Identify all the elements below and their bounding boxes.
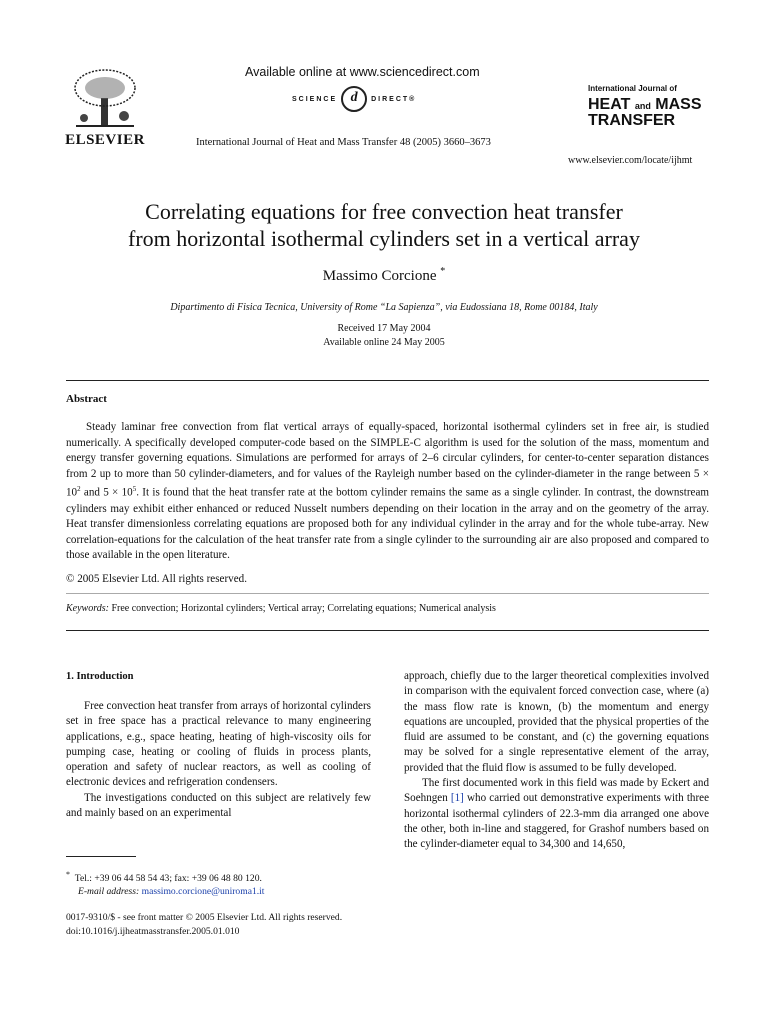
section-heading-introduction: 1. Introduction [66,671,134,682]
footnote-mark: * [66,870,70,879]
page-footer [66,911,342,939]
elsevier-logo [62,68,148,150]
journal-logo-transfer: TRANSFER [588,112,676,129]
title-line-2: from horizontal isothermal cylinders set in a vertical array [128,226,640,251]
footnote-email-line [66,885,264,898]
journal-logo-heat: HEAT [588,96,631,113]
journal-citation: International Journal of Heat and Mass Transfer 48 (2005) 3660–3673 [196,137,491,148]
left-paragraph-1: Free convection heat transfer from arrays of horizontal cylinders set in free space has a practical relevance to many engineering applications, e.g., space heating, heating of high-viscosity oils for pumping case, heating or cooling of fluids in process plants, operation and safety of nuclear reactors, as well as cooling of electronic devices and refrigeration condensers. [66,700,371,789]
abstract-text-c: . It is found that the heat transfer rate at the bottom cylinder remains the same as a single cylinder. In contrast, the downstream cylinders may exhibit either enhanced or reduced Nusselt numbers depending on their location in the array and on the geometry of the array. Heat transfer dimensionless correlating equations are proposed both for any individual cylinder in the array and for the whole tube-array. New correlation-equations for the calculation of the heat transfer rate from a single cylinder to the surrounding air are also proposed and compared to those available in the open literature. [66,487,709,562]
footnote-rule [66,856,136,857]
right-text-a: The first documented work in this field was made by Eckert and Soehngen [404,777,709,805]
journal-url-link[interactable]: www.elsevier.com/locate/ijhmt [568,155,693,166]
left-column [66,699,371,821]
available-online-text: Available online at www.sciencedirect.com [245,65,480,79]
author-email-link[interactable]: massimo.corcione@uniroma1.it [141,886,265,898]
footnote-email-label: E-mail address: [78,886,140,898]
keywords-line [66,603,496,614]
keywords-label: Keywords: [66,603,109,614]
footnote-tel: Tel.: +39 06 44 58 54 43; fax: +39 06 48 80 120. [74,873,262,885]
author-footnote-mark[interactable]: * [440,266,446,277]
journal-logo [588,85,702,129]
available-date: Available online 24 May 2005 [323,337,445,348]
title-line-1: Correlating equations for free convection heat transfer [145,199,623,224]
issn-line: 0017-9310/$ - see front matter © 2005 Elsevier Ltd. All rights reserved. [66,912,343,923]
publisher-name: ELSEVIER [65,132,145,148]
footnote-contact [66,868,264,885]
abstract-body [66,420,709,564]
article-title [40,198,728,252]
doi-line: doi:10.1016/j.ijheatmasstransfer.2005.01.010 [66,926,240,937]
sd-at-icon: d [341,86,367,112]
left-paragraph-2: The investigations conducted on this subject are relatively few and mainly based on an experimental [66,791,371,820]
abstract-text-a: Steady laminar free convection from flat vertical arrays of equally-spaced, horizontal isothermal cylinders set in free air, is studied numerically. A specifically developed computer-code based on the SIMPLE-C algorithm is used for the solution of the mass, momentum and energy transfer governing equations. Simulations are performed for arrays of 2–6 circular cylinders, for center-to-center separation distances from 2 up to more than 50 cylinder-diameters, and for values of the Rayleigh number based on the cylinder-diameter in the range between 5 × 10 [66,421,709,500]
received-date: Received 17 May 2004 [337,323,431,334]
divider-top [66,380,709,381]
affiliation: Dipartimento di Fisica Tecnica, University of Rome “La Sapienza”, via Eudossiana 18, Rome 00184, Italy [170,302,598,313]
right-paragraph-2 [404,776,709,852]
abstract-exponent-1: 2 [77,485,81,494]
abstract-text-b: and 5 × 10 [80,487,133,500]
reference-link-1[interactable]: [1] [450,792,464,805]
elsevier-tree-icon [72,68,138,130]
article-dates [0,322,768,350]
author-footnote [66,868,264,898]
journal-logo-and: and [634,101,651,111]
divider-keywords [66,593,709,594]
sd-right-text: DIRECT® [371,95,417,103]
abstract-copyright: © 2005 Elsevier Ltd. All rights reserved. [66,573,247,585]
right-text-b: who carried out demonstrative experiments with three horizontal isothermal cylinders of 22.3-mm dia arranged one above the other, both in-line and staggered, for Grashof numbers based on the cylinder-diameter equal to 34,300 and 14,650, [404,792,709,851]
divider-bottom [66,630,709,631]
journal-logo-mass: MASS [655,96,702,113]
author-name: Massimo Corcione [322,268,437,284]
abstract-exponent-2: 5 [132,485,137,494]
abstract-paragraph [66,420,709,564]
journal-logo-line2 [588,97,702,113]
right-paragraph-1: approach, chiefly due to the larger theoretical complexities involved in comparison with the equivalent forced convection case, where (a) the mass flow rate is known, (b) the momentum and energy equations are uncoupled, provided that the physical properties of the fluid are assumed to be constant, and (c) the governing equations may be solved for a single representative element of the array, provided that the fluid flow is assumed to be fully developed. [404,670,709,774]
author-line [0,266,768,285]
right-column [404,669,709,853]
sciencedirect-logo [292,86,416,112]
journal-logo-line1: International Journal of [588,84,677,93]
sd-left-text: SCIENCE [292,95,338,103]
abstract-heading: Abstract [66,393,107,405]
keywords-list: Free convection; Horizontal cylinders; Vertical array; Correlating equations; Numerical analysis [111,603,496,614]
